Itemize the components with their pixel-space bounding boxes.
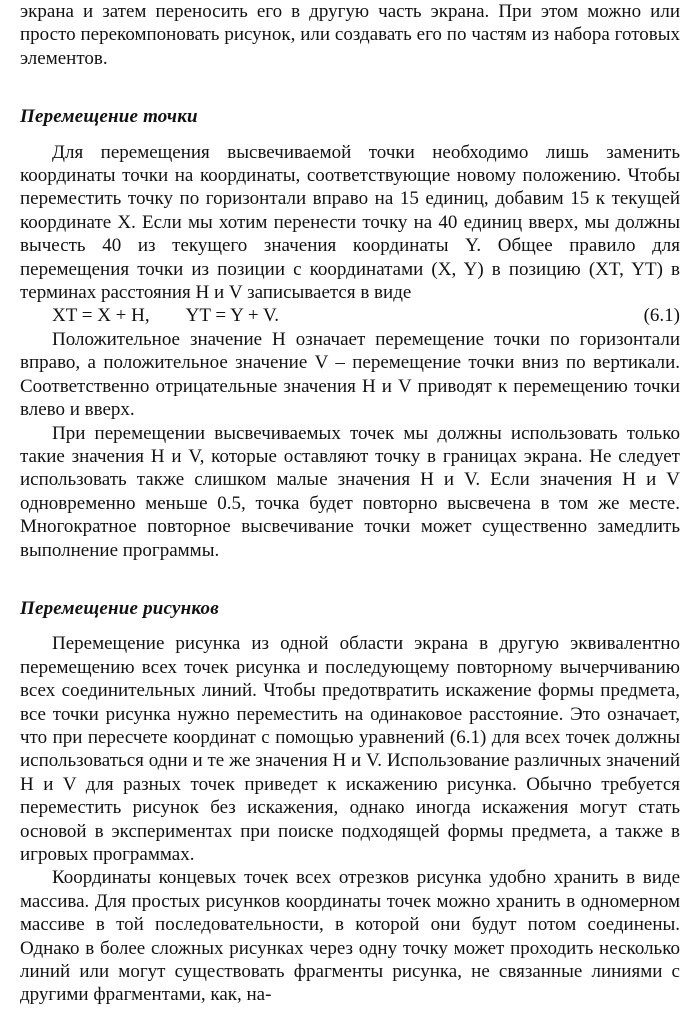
equation-xt: XT = X + H,	[52, 305, 150, 327]
paragraph-limits: При перемещении высвечиваемых точек мы должны использовать только такие значения H и V, которые оставляют точку в границах экрана. Не следует использовать также слишком малые значения H и V. Если значения H и V одновременно меньше 0.5, точка будет повторно высвечена в том же месте. Многократное повторное высвечивание точки может существенно замедлить выполнение программы.	[20, 422, 680, 561]
section-heading-drawing-move: Перемещение рисунков	[20, 597, 219, 619]
paragraph-drawing-move: Перемещение рисунка из одной области экрана в другую эквивалентно перемещению всех точек рисунка и последующему повторному вычерчиванию всех соединительных линий. Чтобы предотвратить искажение формы предмета, все точки рисунка нужно переместить на одинаковое расстояние. Это означает, что при пересчете координат с помощью уравнений (6.1) для всех точек должны использоваться одни и те же значения H и V. Использование различных значений H и V для разных точек приведет к искажению рисунка. Обычно требуется переместить рисунок без искажения, однако иногда искажения могут стать основой в экспериментах при поиске подходящей формы предмета, а также в игровых программах.	[20, 633, 680, 865]
intro-paragraph: экрана и затем переносить его в другую часть экрана. При этом можно или просто перекомпоновать рисунок, или создавать его по частям из набора готовых элементов.	[20, 1, 680, 69]
paragraph-coordinates-array: Координаты концевых точек всех отрезков рисунка удобно хранить в виде массива. Для простых рисунков координаты точек можно хранить в одномерном массиве в той последовательности, в которой они будут потом соединены. Однако в более сложных рисунках через одну точку может проходить несколько линий или могут существовать фрагменты рисунка, не связанные линиями с другими фрагментами, как, на-	[20, 867, 680, 1006]
equation-yt: YT = Y + V.	[185, 305, 280, 327]
section-heading-point-move: Перемещение точки	[20, 106, 198, 128]
paragraph-point-move-rule: Для перемещения высвечиваемой точки необходимо лишь заменить координаты точки на координаты, соответствующие новому положению. Чтобы переместить точку по горизонтали вправо на 15 единиц, добавим 15 к текущей координате X. Если мы хотим перенести точку на 40 единиц вверх, мы должны вычесть 40 из текущего значения координаты Y. Общее правило для перемещения точки из позиции с координатами (X, Y) в позицию (XT, YT) в терминах расстояния H и V записывается в виде	[20, 141, 680, 304]
equation-number: (6.1)	[643, 305, 680, 327]
paragraph-sign-meaning: Положительное значение H означает перемещение точки по горизонтали вправо, а положительное значение V – перемещение точки вниз по вертикали. Соответственно отрицательные значения H и V приводят к перемещению точки влево и вверх.	[20, 328, 680, 421]
equation-body	[52, 304, 279, 327]
equation-6-1	[20, 304, 680, 327]
page-content	[20, 0, 680, 1007]
